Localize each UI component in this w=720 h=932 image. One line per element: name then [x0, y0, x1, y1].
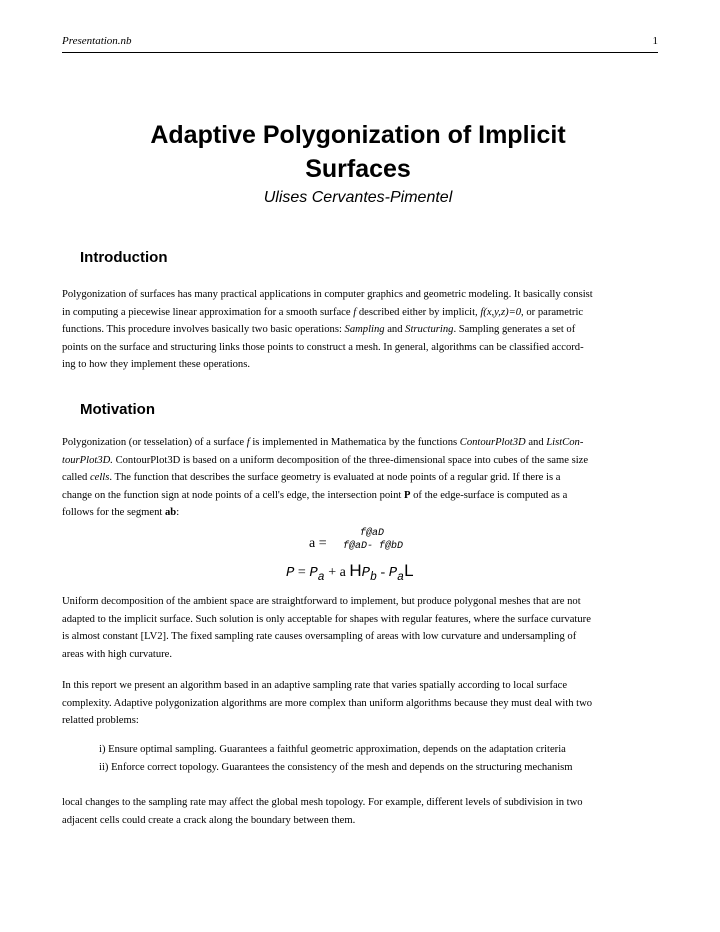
- running-head: Presentation.nb: [62, 35, 132, 47]
- problems-list: [99, 741, 659, 777]
- title-line-1: Adaptive Polygonization of Implicit: [150, 121, 566, 149]
- page-header: [62, 32, 658, 53]
- intro-line-5: ing to how they implement these operations.: [62, 359, 251, 370]
- intro-line-3: functions. This procedure involves basically two basic operations: Sampling and Structuring. Sampling generates a set of: [62, 324, 576, 335]
- alpha-lhs: a =: [309, 536, 327, 551]
- introduction-paragraph: [62, 286, 658, 374]
- motivation-line-4: change on the function sign at node points of a cell's edge, the intersection point P of the edge-surface is computed as a: [62, 489, 568, 501]
- intro-line-2: in computing a piecewise linear approximation for a smooth surface f described either by implicit, f(x,y,z)=0, or parametric: [62, 306, 584, 318]
- motivation-line-3: called cells. The function that describes the surface geometry is evaluated at node points of a regular grid. If there is a: [62, 472, 561, 483]
- alpha-denominator: f@aD- f@bD: [343, 541, 404, 552]
- motivation-line-1: Polygonization (or tesselation) of a surface f is implemented in Mathematica by the functions ContourPlot3D and ListCon-: [62, 437, 584, 448]
- closing-paragraph: [62, 794, 658, 829]
- closing-line-2: adjacent cells could create a crack along the boundary between them.: [62, 814, 356, 826]
- author-name: Ulises Cervantes-Pimentel: [263, 189, 453, 206]
- intersection-equation: $P = P_a + a$ $HP_b - P_aL$: [286, 561, 414, 584]
- page-number: 1: [652, 35, 658, 47]
- intro-line-1: Polygonization of surfaces has many practical applications in computer graphics and geometric modeling. It basically consist: [62, 289, 593, 300]
- report-line-1: In this report we present an algorithm based in an adaptive sampling rate that varies spatially according to local surface: [62, 680, 568, 691]
- list-item: i) Ensure optimal sampling. Guarantees a faithful geometric approximation, depends on the adaptation criteria: [99, 744, 566, 755]
- report-line-3: relatted problems:: [62, 715, 139, 726]
- intro-line-4: points on the surface and structuring links those points to construct a mesh. In general, algorithms can be classified accord-: [62, 341, 584, 353]
- report-line-2: complexity. Adaptive polygonization algorithms are more complex than uniform algorithms because they must deal with two: [62, 697, 593, 709]
- report-paragraph: [62, 677, 658, 730]
- list-item: ii) Enforce correct topology. Guarantees the consistency of the mesh and depends on the structuring mechanism: [99, 762, 573, 773]
- uniform-line-3: is almost constant [LV2]. The fixed sampling rate causes oversampling of areas with low curvature and undersampling of: [62, 631, 577, 642]
- motivation-line-5: follows for the segment ab:: [62, 507, 180, 518]
- motivation-line-2: tourPlot3D. ContourPlot3D is based on a uniform decomposition of the three-dimensional space into cubes of the same size: [62, 454, 589, 466]
- alpha-equation: [309, 530, 429, 556]
- uniform-line-2: adapted to the implicit surface. Such solution is only acceptable for shapes with regular features, where the surface curvature: [62, 613, 591, 625]
- closing-line-1: local changes to the sampling rate may affect the global mesh topology. For example, different levels of subdivision in two: [62, 797, 583, 808]
- alpha-numerator: f@aD: [360, 528, 385, 539]
- uniform-paragraph: [62, 593, 658, 663]
- paper-title: [60, 118, 656, 186]
- uniform-line-1: Uniform decomposition of the ambient space are straightforward to implement, but produce polygonal meshes that are not: [62, 596, 581, 607]
- uniform-line-4: areas with high curvature.: [62, 648, 173, 660]
- motivation-heading: Motivation: [80, 401, 155, 418]
- title-line-2: Surfaces: [305, 155, 411, 183]
- introduction-heading: Introduction: [80, 249, 168, 266]
- motivation-paragraph: [62, 434, 658, 522]
